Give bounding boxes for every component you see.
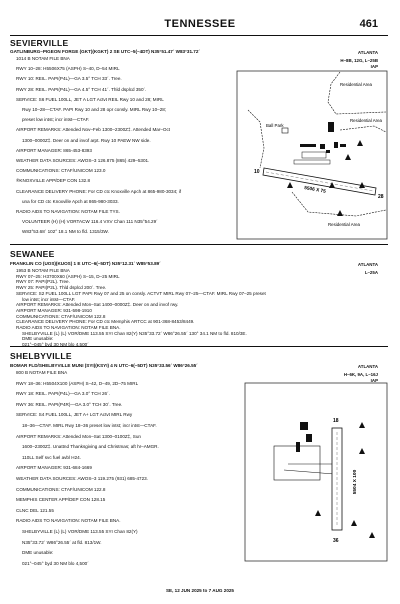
detail-line: SERVICE: S4 FUEL 100LL, JET A+ LGT Actvt MIRL Rwy [16, 412, 133, 418]
detail-line: ®KNOXVILLE APP/DEP CON 132.8 [16, 178, 91, 184]
detail-line: RADIO AIDS TO NAVIGATION: NOTAM FILE BNA. [16, 518, 121, 524]
detail-line: RWY 36: REIL. PAPI(P4R)—GA 3.0° TCH 30´. Tree. [16, 401, 123, 407]
uos-charts: L–25A [364, 270, 378, 275]
rwy-number-28: 28 [378, 194, 384, 200]
detail-line: AIRPORT MANAGER: 865-453-8393 [16, 147, 92, 153]
detail-line: VOLUNTEER (H) (H) VORTACW 116.4 VXV Chan 111 N35°54.29´ [22, 219, 158, 225]
airport-name-uos: FRANKLIN CO (UOS)(KUOS) 1 E UTC–6(–5DT) N35°12.31´ W85°53.89´ [10, 261, 161, 266]
detail-line: AIRPORT MANAGER: 931-598-1910 [16, 307, 92, 313]
uos-region: ATLANTA [357, 262, 378, 267]
gkt-iap: IAP [370, 64, 378, 69]
detail-line: AIRPORT REMARKS: Attended Nov–Feb 1300–2300Z‡. Attended Mar–Oct [16, 127, 171, 133]
detail-line: AIRPORT REMARKS: Attended Mon–Sat 1300–0100Z‡, Sun [16, 433, 141, 439]
airport-name-syi: BOMAR FLD/SHELBYVILLE MUNI (SYI)(KSYI) 4 N UTC–6(–5DT) N35°33.56´ W86°26.55´ [10, 363, 198, 368]
detail-line: 1600–2300Z‡. Unattnd Thanksgiving and Christmas; aft hr–AMGR. [22, 444, 159, 450]
syi-charts: H–6K, 9A, L–16J [343, 372, 378, 377]
detail-line: Rwy 10–28—CTAF. PAPI Rwy 10 and 28 opr consly. MIRL Rwy 10–28; [22, 107, 167, 112]
detail-line: 1300–0000Z‡. Deer on and invof arpt. Rwy 10 PAEW NW side. [22, 137, 151, 143]
detail-line: CLEARANCE DELIVERY PHONE: For CD ctc Memphis ARTCC at 901-368-8453/8449. [16, 319, 195, 325]
detail-line: COMMUNICATIONS: CTAF/UNICOM 123.0 [16, 168, 106, 174]
residential-label-mid: Residential Area [350, 118, 382, 123]
detail-line: RWY 18–36: H5504X100 (ASPH) S–42, D–49, 2D–75 MIRL [16, 380, 139, 386]
detail-line: RWY 28: REIL. PAPI(P4L)—GA 4.5° TCH 41´. Thld dsplcd 350´. [16, 86, 147, 92]
detail-line: SHELBYVILLE (L) (L) VOR/DME 113.55 SYI Chan 82(Y) [22, 529, 138, 534]
detail-line: 110LL Self svc fuel avbl H24. [22, 454, 81, 460]
detail-line: DME unusable: [22, 336, 54, 342]
detail-line: low intst; incr intst—CTAF. [22, 296, 76, 302]
detail-line: RWY 25: PAPI(P2L). Thld dsplcd 200´. Tree. [16, 285, 107, 291]
detail-line: SHELBYVILLE (L) (L) VOR/DME 113.55 SYI Chan 82(Y) N35°33.72´ W86°26.55´ 130° 34.1 NM to fld. 810/3E. [22, 330, 247, 336]
syi-airport-diagram [244, 382, 388, 562]
detail-line: 18–36—CTAF. MIRL Rwy 18–36 preset low intst; incr intst—CTAF. [22, 423, 157, 428]
runway-18-36 [332, 428, 342, 530]
rwy-number-18: 18 [333, 418, 339, 424]
syi-chart-refs [344, 364, 378, 384]
detail-line: CLNC DEL 121.55 [16, 507, 54, 513]
detail-line: RWY 07: PAPI(P2L). Tree. [16, 279, 70, 285]
gkt-chart-refs [340, 50, 378, 70]
page-number: 461 [359, 18, 378, 30]
city-shelbyville: SHELBYVILLE [10, 351, 72, 361]
gkt-region: ATLANTA [357, 50, 378, 55]
detail-line: AIRPORT MANAGER: 931-684-1669 [16, 465, 92, 471]
detail-line: W83°53.68´ 102° 18.1 NM to fld. 1315/3W. [22, 229, 109, 235]
detail-line: preset low intst; incr intst—CTAF. [22, 117, 90, 123]
runway-label-10-28: 5506 X 75 [303, 186, 327, 195]
rwy-number-36: 36 [333, 538, 339, 544]
detail-line: AIRPORT REMARKS: Attended Mon–Sat 1400–0000Z‡. Deer on and invof rwy. [16, 302, 179, 308]
header-rule [10, 35, 388, 36]
detail-line: 021°–045° byd 30 NM blo 4,500´ [22, 560, 89, 566]
airport-name-gkt: GATLINBURG–PIGEON FORGE (GKT)(KGKT) 2 SE UTC–5(–4DT) N35°51.47´ W83°31.72´ [10, 49, 200, 54]
detail-line: COMMUNICATIONS: CTAF/UNICOM 122.8 [16, 486, 106, 492]
gkt-airport-diagram [236, 70, 388, 240]
detail-line: DME unusable: [22, 550, 54, 556]
residential-label-top: Residential Area [340, 82, 372, 87]
section-rule-2 [10, 346, 388, 347]
detail-line: 1953 B NOTAM FILE BNA [16, 268, 70, 273]
detail-line: 021°–045° byd 30 NM blo 4,500´ [22, 342, 89, 348]
detail-line: RADIO AIDS TO NAVIGATION: NOTAM FILE BNA. [16, 325, 121, 330]
page-header [0, 18, 400, 34]
detail-line: SERVICE: S6 FUEL 100LL, JET A LGT Actvt REIL Rwy 10 and 28; MIRL [16, 96, 164, 102]
footer-effective-dates: SE, 12 JUN 2025 to 7 AUG 2025 [165, 588, 234, 593]
city-sewanee: SEWANEE [10, 249, 55, 259]
detail-line: RADIO AIDS TO NAVIGATION: NOTAM FILE TYS. [16, 209, 120, 214]
ball-park-label: Ball Park [266, 123, 284, 128]
detail-line: 1014 B NOTAM FILE BNA [16, 56, 70, 61]
detail-line: RWY 10–28: H5506X75 (ASPH) S–40, D–54 MIRL [16, 66, 120, 72]
detail-line: MEMPHIS CENTER APP/DEP CON 128.15 [16, 497, 106, 503]
detail-line: una for CD ctc Knoxville Apch at 865-980-3033. [22, 198, 119, 204]
detail-line: 800 B NOTAM FILE BNA [16, 370, 68, 375]
detail-line: RWY 18: REIL. PAPI(P4L)—GA 3.0° TCH 26´. [16, 391, 110, 397]
section-rule-1 [10, 244, 388, 245]
uos-chart-refs [358, 262, 378, 276]
detail-line: WEATHER DATA SOURCES: AWOS–3 126.875 (865) 429–5301. [16, 158, 150, 163]
detail-line: RWY 07–25: H3700X60 (ASPH) S–15, D–25 MIRL [16, 273, 120, 279]
residential-label-bot: Residential Area [328, 222, 360, 227]
syi-region: ATLANTA [357, 364, 378, 369]
runway-label-18-36: 5504 X 100 [353, 469, 358, 495]
rwy-number-10: 10 [254, 169, 260, 175]
detail-line: N35°33.72´ W86°26.55´ at fld. 813/1W. [22, 539, 102, 545]
detail-line: RWY 10: REIL. PAPI(P4L)—GA 3.5° TCH 33´. Tree. [16, 76, 122, 82]
detail-line: COMMUNICATIONS: CTAF/UNICOM 122.8 [16, 313, 106, 319]
detail-line: SERVICE: S2 FUEL 100LL LGT PAPI Rwy 07 and 25 on consly. ACTVT MIRL Rwy 07–25—CTAF. MIRL Rwy 07–25 preset [16, 290, 266, 296]
detail-line: CLEARANCE DELIVERY PHONE: For CD ctc Knoxville Apch at 865-980-3034; if [16, 188, 182, 194]
city-sevierville: SEVIERVILLE [10, 38, 69, 48]
syi-iap: IAP [370, 378, 378, 383]
detail-line: WEATHER DATA SOURCES: AWOS–3 119.275 (931) 685-4723. [16, 476, 148, 481]
gkt-charts: H–8B, 12G, L–25B [340, 58, 378, 63]
state-title: TENNESSEE [164, 18, 236, 30]
